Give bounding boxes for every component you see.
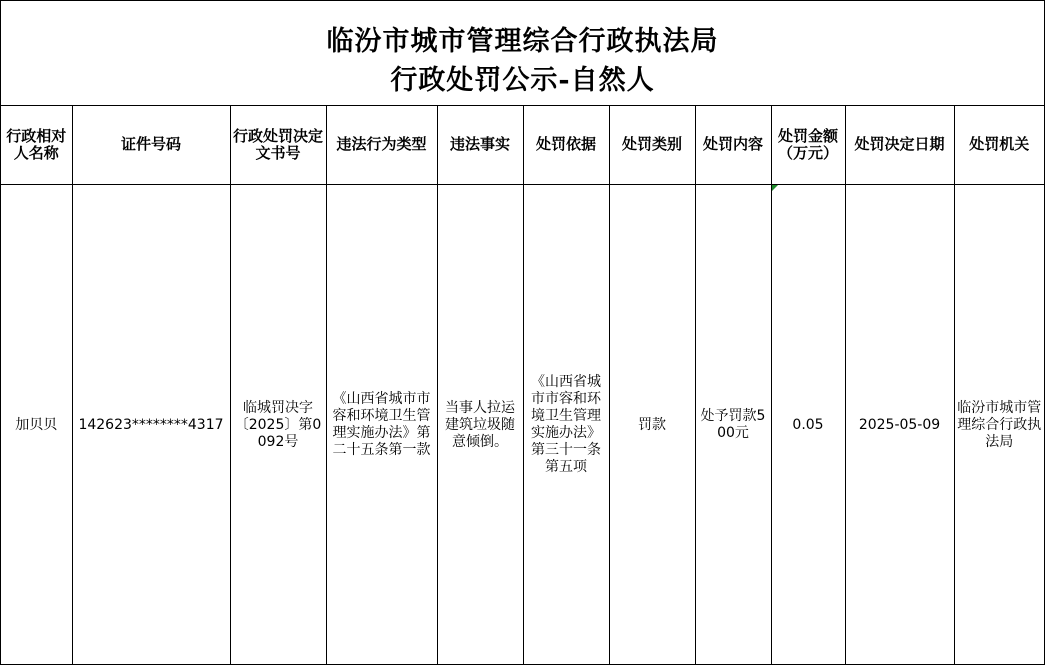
cell-basis[interactable]: 《山西省城市市容和环境卫生管理实施办法》第三十一条第五项 <box>523 185 609 665</box>
header-cell[interactable]: 证件号码 <box>72 105 230 185</box>
cell-category[interactable]: 罚款 <box>609 185 695 665</box>
document-title: 临汾市城市管理综合行政执法局 <box>326 26 719 57</box>
header-cell[interactable]: 违法行为类型 <box>326 105 437 185</box>
title-block <box>1 1 1044 106</box>
document-subtitle: 行政处罚公示-自然人 <box>390 65 655 96</box>
cell-facts[interactable]: 当事人拉运建筑垃圾随意倾倒。 <box>437 185 523 665</box>
table-row <box>1 185 1044 665</box>
cell-date[interactable]: 2025-05-09 <box>845 185 954 665</box>
number-as-text-marker-icon <box>772 185 778 191</box>
header-cell[interactable]: 违法事实 <box>437 105 523 185</box>
header-cell[interactable]: 行政相对人名称 <box>1 105 72 185</box>
header-cell[interactable]: 处罚决定日期 <box>845 105 954 185</box>
cell-name[interactable]: 加贝贝 <box>1 185 72 665</box>
cell-amount[interactable] <box>771 185 845 665</box>
header-cell[interactable]: 处罚类别 <box>609 105 695 185</box>
cell-authority[interactable]: 临汾市城市管理综合行政执法局 <box>954 185 1044 665</box>
cell-id-number[interactable]: 142623********4317 <box>72 185 230 665</box>
header-cell[interactable]: 行政处罚决定文书号 <box>230 105 326 185</box>
cell-content[interactable]: 处予罚款500元 <box>695 185 771 665</box>
header-cell[interactable]: 处罚金额（万元） <box>771 105 845 185</box>
header-row <box>1 105 1044 185</box>
header-cell[interactable]: 处罚内容 <box>695 105 771 185</box>
header-cell[interactable]: 处罚机关 <box>954 105 1044 185</box>
cell-decision-no[interactable]: 临城罚决字〔2025〕第0092号 <box>230 185 326 665</box>
header-cell[interactable]: 处罚依据 <box>523 105 609 185</box>
cell-violation-type[interactable]: 《山西省城市市容和环境卫生管理实施办法》第二十五条第一款 <box>326 185 437 665</box>
cell-amount-value: 0.05 <box>792 416 824 433</box>
penalty-table <box>1 105 1044 665</box>
